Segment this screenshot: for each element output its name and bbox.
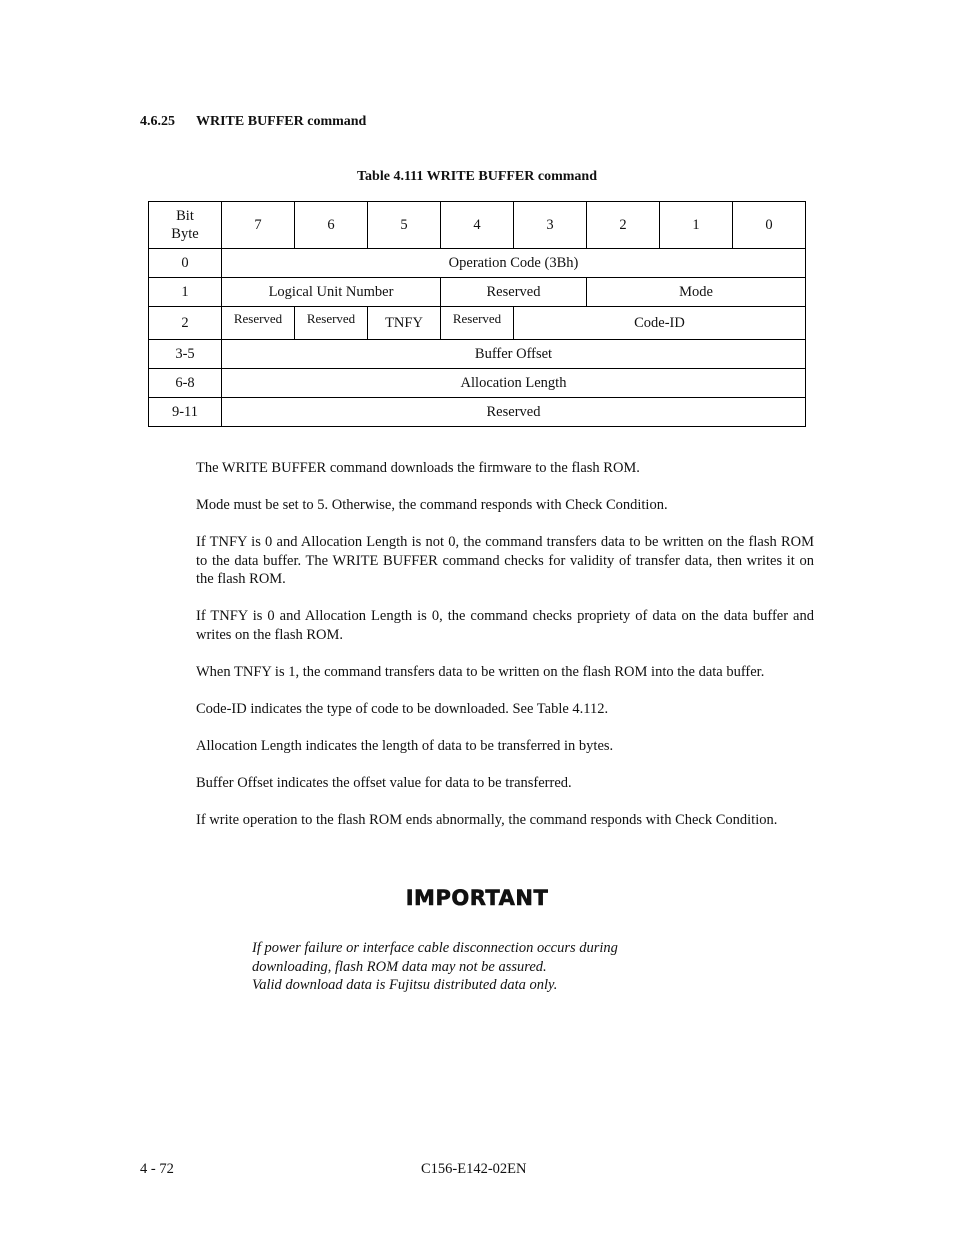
page-number: 4 - 72 bbox=[140, 1161, 174, 1177]
section-title: WRITE BUFFER command bbox=[196, 114, 367, 129]
section-heading bbox=[140, 114, 366, 130]
document-id: C156-E142-02EN bbox=[421, 1161, 527, 1177]
byte-number: 0 bbox=[149, 249, 222, 278]
mode-cell: Mode bbox=[587, 278, 806, 307]
byte-number: 6-8 bbox=[149, 369, 222, 398]
bit-1-header: 1 bbox=[660, 202, 733, 249]
section-number: 4.6.25 bbox=[140, 114, 175, 129]
important-heading bbox=[0, 886, 954, 910]
table-row bbox=[149, 340, 806, 369]
bit-3-header: 3 bbox=[514, 202, 587, 249]
table-header-row bbox=[149, 202, 806, 249]
byte-number: 3-5 bbox=[149, 340, 222, 369]
tnfy-cell: TNFY bbox=[368, 307, 441, 340]
byte-number: 2 bbox=[149, 307, 222, 340]
paragraph: Allocation Length indicates the length of data to be transferred in bytes. bbox=[196, 738, 614, 754]
buffer-offset-cell: Buffer Offset bbox=[222, 340, 806, 369]
reserved-bytes-cell: Reserved bbox=[222, 398, 806, 427]
operation-code-cell: Operation Code (3Bh) bbox=[222, 249, 806, 278]
logical-unit-number-cell: Logical Unit Number bbox=[222, 278, 441, 307]
allocation-length-cell: Allocation Length bbox=[222, 369, 806, 398]
paragraph: If write operation to the flash ROM ends abnormally, the command responds with Check Condition. bbox=[196, 812, 778, 828]
paragraph: Buffer Offset indicates the offset value for data to be transferred. bbox=[196, 775, 572, 791]
bit-6-header: 6 bbox=[295, 202, 368, 249]
bit-4-header: 4 bbox=[441, 202, 514, 249]
reserved-bit6-cell: Reserved bbox=[295, 307, 368, 340]
bit-0-header: 0 bbox=[733, 202, 806, 249]
table-row bbox=[149, 369, 806, 398]
bit-label: Bit bbox=[176, 208, 194, 224]
reserved-bit4-cell: Reserved bbox=[441, 307, 514, 340]
paragraph: If TNFY is 0 and Allocation Length is not 0, the command transfers data to be written on the flash ROM to the data buffer. The WRITE BUFFER command checks for validity of transfer data, then writes it on the flash ROM. bbox=[196, 534, 814, 587]
paragraph: Code-ID indicates the type of code to be downloaded. See Table 4.112. bbox=[196, 701, 609, 717]
important-label: IMPORTANT bbox=[405, 886, 549, 910]
reserved-cell: Reserved bbox=[441, 278, 587, 307]
table-row bbox=[149, 398, 806, 427]
bit-2-header: 2 bbox=[587, 202, 660, 249]
table-caption: Table 4.111 WRITE BUFFER command bbox=[357, 169, 597, 184]
paragraph: When TNFY is 1, the command transfers data to be written on the flash ROM into the data buffer. bbox=[196, 664, 765, 680]
byte-number: 9-11 bbox=[149, 398, 222, 427]
note-line: If power failure or interface cable disconnection occurs during bbox=[252, 940, 618, 956]
important-note bbox=[252, 939, 618, 995]
table-row bbox=[149, 249, 806, 278]
command-table bbox=[148, 201, 806, 427]
paragraph: If TNFY is 0 and Allocation Length is 0, the command checks propriety of data on the data buffer and writes on the flash ROM. bbox=[196, 608, 814, 643]
code-id-cell: Code-ID bbox=[514, 307, 806, 340]
reserved-bit7-cell: Reserved bbox=[222, 307, 295, 340]
note-line: downloading, flash ROM data may not be assured. bbox=[252, 958, 547, 975]
bit-5-header: 5 bbox=[368, 202, 441, 249]
table-row bbox=[149, 278, 806, 307]
bit-byte-header bbox=[149, 202, 222, 249]
note-line: Valid download data is Fujitsu distributed data only. bbox=[252, 977, 558, 993]
byte-label: Byte bbox=[171, 226, 199, 242]
byte-number: 1 bbox=[149, 278, 222, 307]
table-row bbox=[149, 307, 806, 340]
paragraph: The WRITE BUFFER command downloads the firmware to the flash ROM. bbox=[196, 460, 640, 476]
paragraph: Mode must be set to 5. Otherwise, the command responds with Check Condition. bbox=[196, 497, 668, 513]
bit-7-header: 7 bbox=[222, 202, 295, 249]
